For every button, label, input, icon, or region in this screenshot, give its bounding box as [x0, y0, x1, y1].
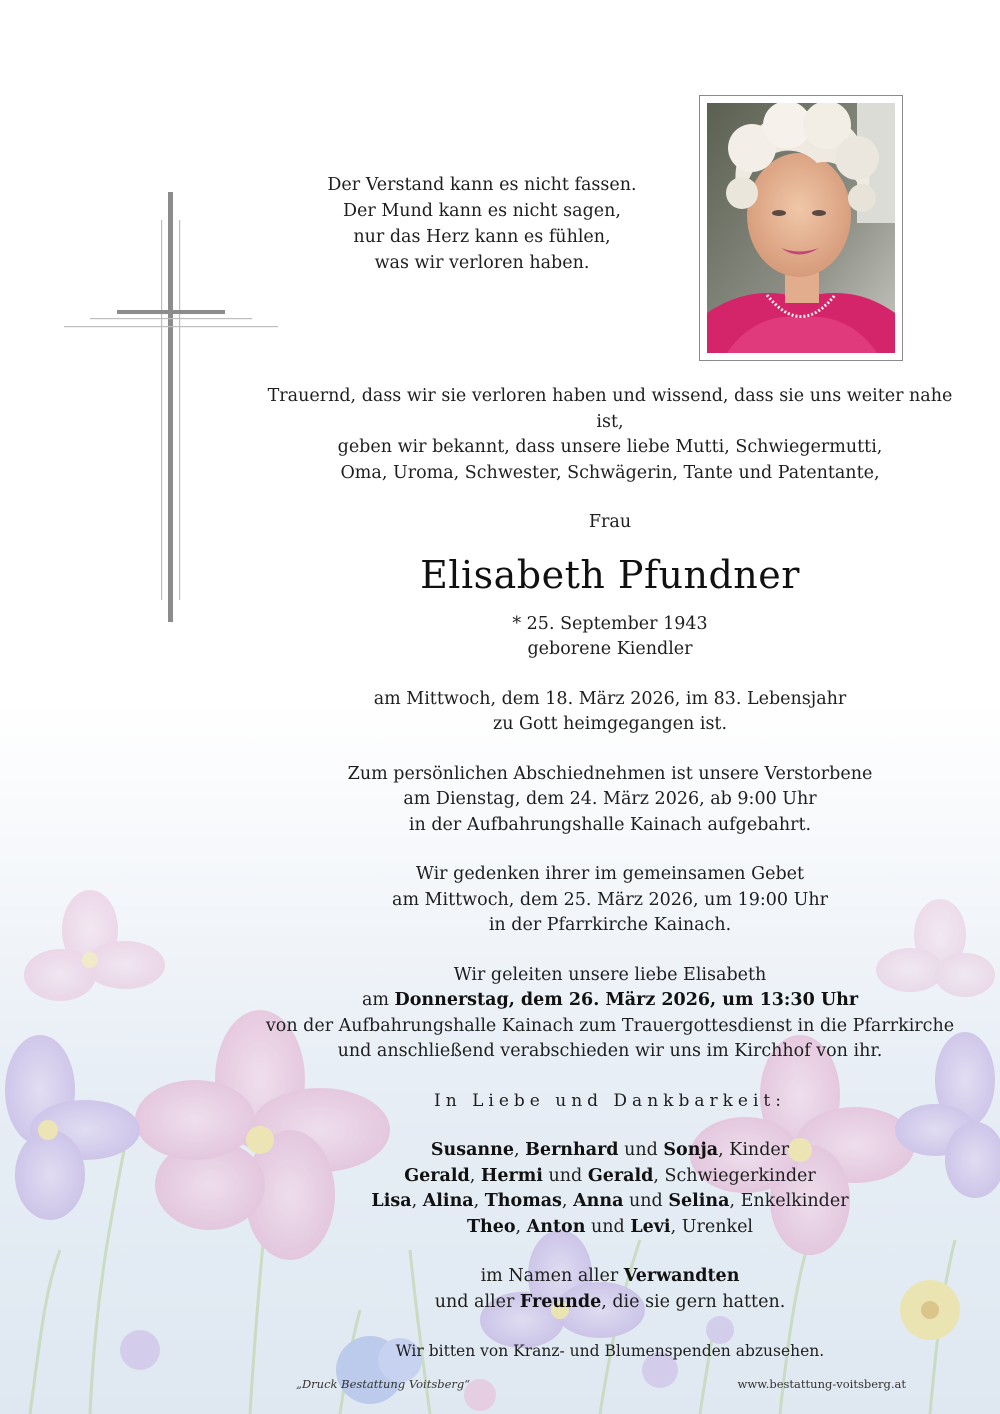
flower-request: Wir bitten von Kranz- und Blumenspenden abzusehen. [395, 1342, 825, 1360]
separator: und [585, 1216, 631, 1237]
birth-date: * 25. September 1943 [512, 613, 708, 634]
separator: , [561, 1191, 574, 1211]
intro-line: Trauernd, dass wir sie verloren haben und wissend, dass sie uns weiter nahe ist, [267, 386, 953, 432]
family-name: Gerald [587, 1165, 654, 1186]
family-children [262, 1138, 958, 1164]
separator: und [618, 1140, 664, 1160]
gratitude-heading: In Liebe und Dankbarkeit: [434, 1090, 786, 1111]
funeral-date-line [262, 988, 958, 1014]
family-name: Anna [573, 1191, 624, 1211]
separator: und [542, 1165, 588, 1186]
family-name: Bernhard [525, 1140, 619, 1160]
friends-suffix: , die sie gern hatten. [601, 1291, 786, 1312]
family-name: Selina [668, 1191, 730, 1211]
separator: , [469, 1165, 481, 1186]
prayer-line: am Mittwoch, dem 25. März 2026, um 19:00 Uhr [392, 889, 828, 910]
family-role: , Urenkel [670, 1216, 754, 1237]
separator: und [623, 1191, 669, 1211]
death-line: am Mittwoch, dem 18. März 2026, im 83. Lebensjahr [373, 688, 847, 709]
family-name: Hermi [480, 1165, 543, 1186]
family-name: Lisa [371, 1191, 412, 1211]
portrait-frame [699, 95, 903, 361]
portrait-photo [707, 103, 895, 353]
viewing-line: Zum persönlichen Abschiednehmen ist unsere Verstorbene [347, 763, 873, 784]
family-name: Theo [466, 1216, 516, 1237]
separator: , [514, 1140, 526, 1160]
separator: , [473, 1191, 485, 1211]
prayer-line: in der Pfarrkirche Kainach. [488, 915, 732, 935]
funeral-date-prefix: am [361, 990, 395, 1010]
family-great-grandchildren [262, 1215, 958, 1241]
family-name: Anton [526, 1216, 586, 1237]
family-name: Thomas [484, 1191, 562, 1211]
website-link[interactable]: www.bestattung-voitsberg.at [737, 1377, 906, 1391]
family-name: Levi [630, 1216, 671, 1237]
intro-line: geben wir bekannt, dass unsere liebe Mutti, Schwiegermutti, [337, 437, 883, 457]
announcement-body [262, 384, 958, 1365]
printer-credit: „Druck Bestattung Voitsberg“ [296, 1377, 471, 1391]
friends-prefix: und aller [434, 1291, 520, 1312]
family-name: Alina [422, 1191, 474, 1211]
viewing-line: am Dienstag, dem 24. März 2026, ab 9:00 Uhr [403, 789, 817, 809]
family-name: Gerald [404, 1165, 470, 1186]
death-line: zu Gott heimgegangen ist. [492, 714, 728, 734]
intro-line: Oma, Uroma, Schwester, Schwägerin, Tante und Patentante, [340, 462, 880, 483]
family-name: Susanne [430, 1140, 514, 1160]
relatives-prefix: im Namen aller [480, 1266, 624, 1286]
family-grandchildren [262, 1189, 958, 1215]
verse-line: Der Verstand kann es nicht fassen. [327, 175, 637, 195]
friends-bold: Freunde [519, 1291, 602, 1312]
separator: , [515, 1216, 527, 1237]
separator: , [411, 1191, 423, 1211]
friends-line [262, 1290, 958, 1316]
funeral-line: von der Aufbahrungshalle Kainach zum Trauergottesdienst in die Pfarrkirche [265, 1015, 955, 1036]
family-role: , Enkelkinder [729, 1191, 849, 1211]
verse-line: was wir verloren haben. [374, 253, 590, 273]
relatives-bold: Verwandten [623, 1266, 740, 1286]
family-in-laws [262, 1164, 958, 1190]
cross-icon [60, 190, 282, 630]
deceased-name: Elisabeth Pfundner [420, 552, 800, 597]
relatives-line [262, 1264, 958, 1290]
family-role: , Schwiegerkinder [653, 1165, 816, 1186]
funeral-line: Wir geleiten unsere liebe Elisabeth [453, 964, 767, 985]
salutation: Frau [588, 512, 632, 532]
prayer-line: Wir gedenken ihrer im gemeinsamen Gebet [415, 864, 805, 884]
family-role: , Kinder [718, 1140, 790, 1160]
verse-line: nur das Herz kann es fühlen, [353, 227, 611, 247]
viewing-line: in der Aufbahrungshalle Kainach aufgebahrt. [408, 814, 812, 835]
funeral-line: und anschließend verabschieden wir uns im Kirchhof von ihr. [337, 1041, 883, 1061]
memorial-verse [282, 172, 682, 276]
verse-line: Der Mund kann es nicht sagen, [343, 201, 621, 221]
family-name: Sonja [663, 1140, 719, 1160]
maiden-name: geborene Kiendler [527, 639, 693, 659]
funeral-date: Donnerstag, dem 26. März 2026, um 13:30 Uhr [394, 990, 859, 1010]
